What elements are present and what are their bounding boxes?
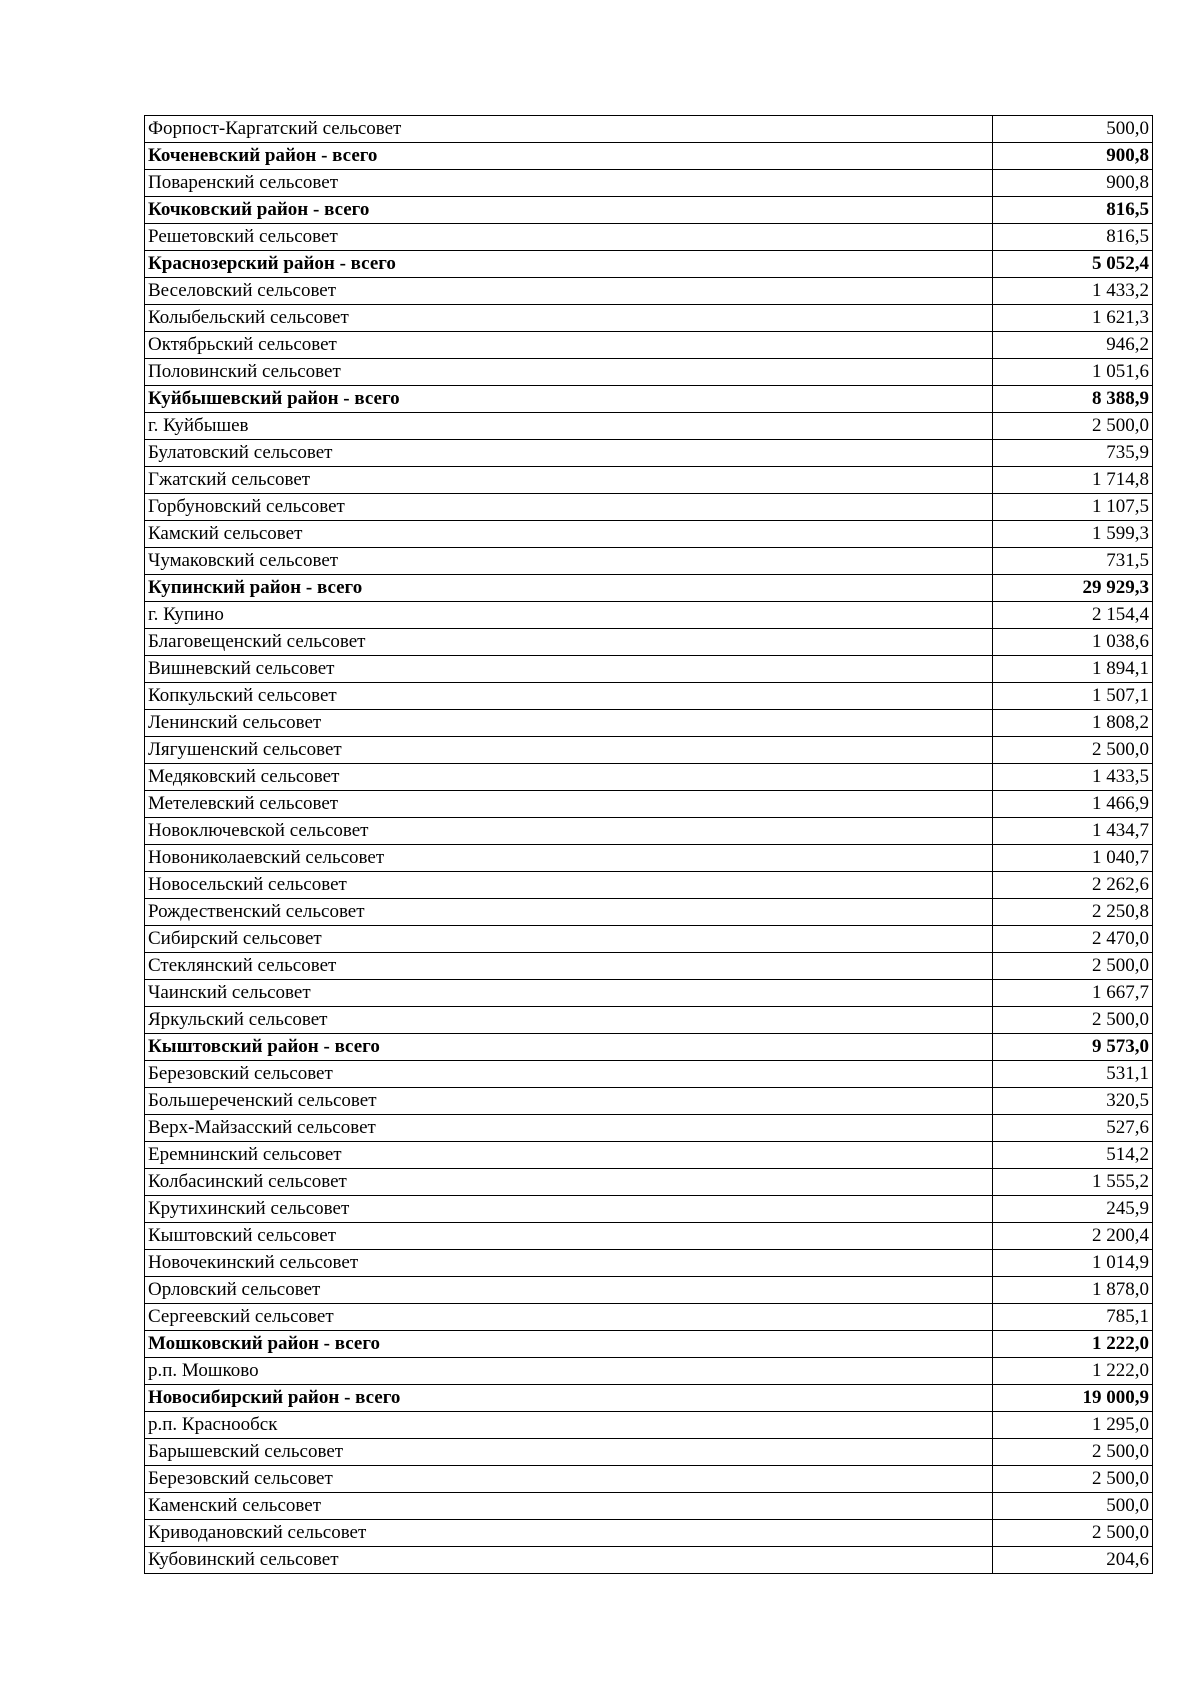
- table-row: [145, 953, 1153, 980]
- amount-cell: 1 667,7: [993, 980, 1153, 1007]
- table-row: [145, 899, 1153, 926]
- amount-cell: 1 555,2: [993, 1169, 1153, 1196]
- amount-cell: 527,6: [993, 1115, 1153, 1142]
- amount-cell: 1 714,8: [993, 467, 1153, 494]
- municipality-name-cell: Веселовский сельсовет: [145, 278, 993, 305]
- amount-cell: 1 107,5: [993, 494, 1153, 521]
- table-row: [145, 1412, 1153, 1439]
- municipality-name-cell: Горбуновский сельсовет: [145, 494, 993, 521]
- table-row: [145, 305, 1153, 332]
- district-total-row: [145, 386, 1153, 413]
- municipality-name-cell: Каменский сельсовет: [145, 1493, 993, 1520]
- municipality-name-cell: Орловский сельсовет: [145, 1277, 993, 1304]
- amount-cell: 2 500,0: [993, 1439, 1153, 1466]
- table-row: [145, 1169, 1153, 1196]
- table-row: [145, 1223, 1153, 1250]
- amount-cell: 731,5: [993, 548, 1153, 575]
- district-name-cell: Кочковский район - всего: [145, 197, 993, 224]
- amount-cell: 2 200,4: [993, 1223, 1153, 1250]
- municipality-name-cell: г. Куйбышев: [145, 413, 993, 440]
- municipality-name-cell: Березовский сельсовет: [145, 1466, 993, 1493]
- municipality-name-cell: Форпост-Каргатский сельсовет: [145, 116, 993, 143]
- amount-cell: 1 040,7: [993, 845, 1153, 872]
- amount-cell: 1 051,6: [993, 359, 1153, 386]
- municipality-name-cell: Благовещенский сельсовет: [145, 629, 993, 656]
- table-row: [145, 494, 1153, 521]
- table-row: [145, 1277, 1153, 1304]
- amount-cell: 1 433,5: [993, 764, 1153, 791]
- municipality-name-cell: Колыбельский сельсовет: [145, 305, 993, 332]
- amount-cell: 735,9: [993, 440, 1153, 467]
- district-name-cell: Куйбышевский район - всего: [145, 386, 993, 413]
- district-total-row: [145, 251, 1153, 278]
- amount-cell: 2 500,0: [993, 1007, 1153, 1034]
- municipality-name-cell: Октябрьский сельсовет: [145, 332, 993, 359]
- municipality-name-cell: Вишневский сельсовет: [145, 656, 993, 683]
- municipality-name-cell: Сергеевский сельсовет: [145, 1304, 993, 1331]
- municipality-name-cell: Колбасинский сельсовет: [145, 1169, 993, 1196]
- amount-cell: 2 500,0: [993, 1466, 1153, 1493]
- amount-cell: 2 500,0: [993, 737, 1153, 764]
- amount-cell: 1 433,2: [993, 278, 1153, 305]
- municipality-name-cell: Гжатский сельсовет: [145, 467, 993, 494]
- amount-cell: 2 154,4: [993, 602, 1153, 629]
- district-total-row: [145, 143, 1153, 170]
- district-total-cell: 816,5: [993, 197, 1153, 224]
- district-total-row: [145, 575, 1153, 602]
- district-total-cell: 5 052,4: [993, 251, 1153, 278]
- table-row: [145, 737, 1153, 764]
- table-row: [145, 548, 1153, 575]
- table-row: [145, 332, 1153, 359]
- table-row: [145, 845, 1153, 872]
- municipality-name-cell: Еремнинский сельсовет: [145, 1142, 993, 1169]
- amount-cell: 1 434,7: [993, 818, 1153, 845]
- table-row: [145, 521, 1153, 548]
- municipality-name-cell: Криводановский сельсовет: [145, 1520, 993, 1547]
- amount-cell: 1 507,1: [993, 683, 1153, 710]
- municipality-name-cell: Кыштовский сельсовет: [145, 1223, 993, 1250]
- municipality-name-cell: Чумаковский сельсовет: [145, 548, 993, 575]
- table-row: [145, 710, 1153, 737]
- table-row: [145, 440, 1153, 467]
- amount-cell: 816,5: [993, 224, 1153, 251]
- municipality-name-cell: Булатовский сельсовет: [145, 440, 993, 467]
- district-total-row: [145, 1331, 1153, 1358]
- table-row: [145, 629, 1153, 656]
- amount-cell: 1 038,6: [993, 629, 1153, 656]
- amount-cell: 1 878,0: [993, 1277, 1153, 1304]
- municipality-name-cell: Новочекинский сельсовет: [145, 1250, 993, 1277]
- table-row: [145, 1250, 1153, 1277]
- district-name-cell: Новосибирский район - всего: [145, 1385, 993, 1412]
- municipality-name-cell: Поваренский сельсовет: [145, 170, 993, 197]
- municipality-name-cell: р.п. Краснообск: [145, 1412, 993, 1439]
- district-name-cell: Краснозерский район - всего: [145, 251, 993, 278]
- table-row: [145, 980, 1153, 1007]
- municipality-name-cell: Решетовский сельсовет: [145, 224, 993, 251]
- municipality-name-cell: Половинский сельсовет: [145, 359, 993, 386]
- district-total-row: [145, 1385, 1153, 1412]
- table-row: [145, 413, 1153, 440]
- municipality-name-cell: р.п. Мошково: [145, 1358, 993, 1385]
- amount-cell: 2 470,0: [993, 926, 1153, 953]
- municipality-name-cell: Медяковский сельсовет: [145, 764, 993, 791]
- district-name-cell: Мошковский район - всего: [145, 1331, 993, 1358]
- amount-cell: 2 500,0: [993, 953, 1153, 980]
- district-total-row: [145, 197, 1153, 224]
- amount-cell: 1 466,9: [993, 791, 1153, 818]
- municipality-name-cell: Крутихинский сельсовет: [145, 1196, 993, 1223]
- table-row: [145, 1061, 1153, 1088]
- table-row: [145, 602, 1153, 629]
- table-row: [145, 1439, 1153, 1466]
- amount-cell: 204,6: [993, 1547, 1153, 1574]
- municipality-name-cell: Метелевский сельсовет: [145, 791, 993, 818]
- table-row: [145, 1358, 1153, 1385]
- district-name-cell: Купинский район - всего: [145, 575, 993, 602]
- amount-cell: 1 894,1: [993, 656, 1153, 683]
- district-name-cell: Коченевский район - всего: [145, 143, 993, 170]
- table-row: [145, 1466, 1153, 1493]
- table-body: [145, 116, 1153, 1574]
- district-total-cell: 1 222,0: [993, 1331, 1153, 1358]
- amount-cell: 1 222,0: [993, 1358, 1153, 1385]
- amount-cell: 500,0: [993, 116, 1153, 143]
- amount-cell: 1 621,3: [993, 305, 1153, 332]
- municipality-name-cell: Копкульский сельсовет: [145, 683, 993, 710]
- municipality-name-cell: Барышевский сельсовет: [145, 1439, 993, 1466]
- amount-cell: 2 500,0: [993, 413, 1153, 440]
- amount-cell: 900,8: [993, 170, 1153, 197]
- table-row: [145, 1520, 1153, 1547]
- amount-cell: 245,9: [993, 1196, 1153, 1223]
- table-row: [145, 1142, 1153, 1169]
- table-row: [145, 764, 1153, 791]
- table-row: [145, 1547, 1153, 1574]
- amount-cell: 514,2: [993, 1142, 1153, 1169]
- amount-cell: 1 599,3: [993, 521, 1153, 548]
- district-total-row: [145, 1034, 1153, 1061]
- district-total-cell: 19 000,9: [993, 1385, 1153, 1412]
- municipality-name-cell: Сибирский сельсовет: [145, 926, 993, 953]
- allocation-table: [144, 115, 1153, 1574]
- amount-cell: 1 808,2: [993, 710, 1153, 737]
- table-row: [145, 1088, 1153, 1115]
- table-row: [145, 1115, 1153, 1142]
- table-row: [145, 791, 1153, 818]
- amount-cell: 531,1: [993, 1061, 1153, 1088]
- amount-cell: 946,2: [993, 332, 1153, 359]
- amount-cell: 2 262,6: [993, 872, 1153, 899]
- municipality-name-cell: Рождественский сельсовет: [145, 899, 993, 926]
- district-total-cell: 9 573,0: [993, 1034, 1153, 1061]
- amount-cell: 320,5: [993, 1088, 1153, 1115]
- table-row: [145, 1493, 1153, 1520]
- amount-cell: 1 014,9: [993, 1250, 1153, 1277]
- table-row: [145, 872, 1153, 899]
- table-row: [145, 818, 1153, 845]
- municipality-name-cell: г. Купино: [145, 602, 993, 629]
- table-row: [145, 467, 1153, 494]
- amount-cell: 1 295,0: [993, 1412, 1153, 1439]
- table-row: [145, 359, 1153, 386]
- municipality-name-cell: Березовский сельсовет: [145, 1061, 993, 1088]
- district-total-cell: 29 929,3: [993, 575, 1153, 602]
- municipality-name-cell: Ленинский сельсовет: [145, 710, 993, 737]
- municipality-name-cell: Камский сельсовет: [145, 521, 993, 548]
- district-total-cell: 8 388,9: [993, 386, 1153, 413]
- amount-cell: 2 250,8: [993, 899, 1153, 926]
- district-name-cell: Кыштовский район - всего: [145, 1034, 993, 1061]
- table-row: [145, 926, 1153, 953]
- municipality-name-cell: Стеклянский сельсовет: [145, 953, 993, 980]
- table-row: [145, 170, 1153, 197]
- municipality-name-cell: Верх-Майзасский сельсовет: [145, 1115, 993, 1142]
- table-row: [145, 278, 1153, 305]
- table-row: [145, 224, 1153, 251]
- table-row: [145, 116, 1153, 143]
- amount-cell: 2 500,0: [993, 1520, 1153, 1547]
- municipality-name-cell: Яркульский сельсовет: [145, 1007, 993, 1034]
- municipality-name-cell: Новосельский сельсовет: [145, 872, 993, 899]
- table-row: [145, 1304, 1153, 1331]
- district-total-cell: 900,8: [993, 143, 1153, 170]
- municipality-name-cell: Новоключевской сельсовет: [145, 818, 993, 845]
- municipality-name-cell: Лягушенский сельсовет: [145, 737, 993, 764]
- table-row: [145, 1196, 1153, 1223]
- municipality-name-cell: Чаинский сельсовет: [145, 980, 993, 1007]
- municipality-name-cell: Кубовинский сельсовет: [145, 1547, 993, 1574]
- amount-cell: 785,1: [993, 1304, 1153, 1331]
- table-row: [145, 656, 1153, 683]
- table-row: [145, 1007, 1153, 1034]
- municipality-name-cell: Большереченский сельсовет: [145, 1088, 993, 1115]
- table-row: [145, 683, 1153, 710]
- amount-cell: 500,0: [993, 1493, 1153, 1520]
- municipality-name-cell: Новониколаевский сельсовет: [145, 845, 993, 872]
